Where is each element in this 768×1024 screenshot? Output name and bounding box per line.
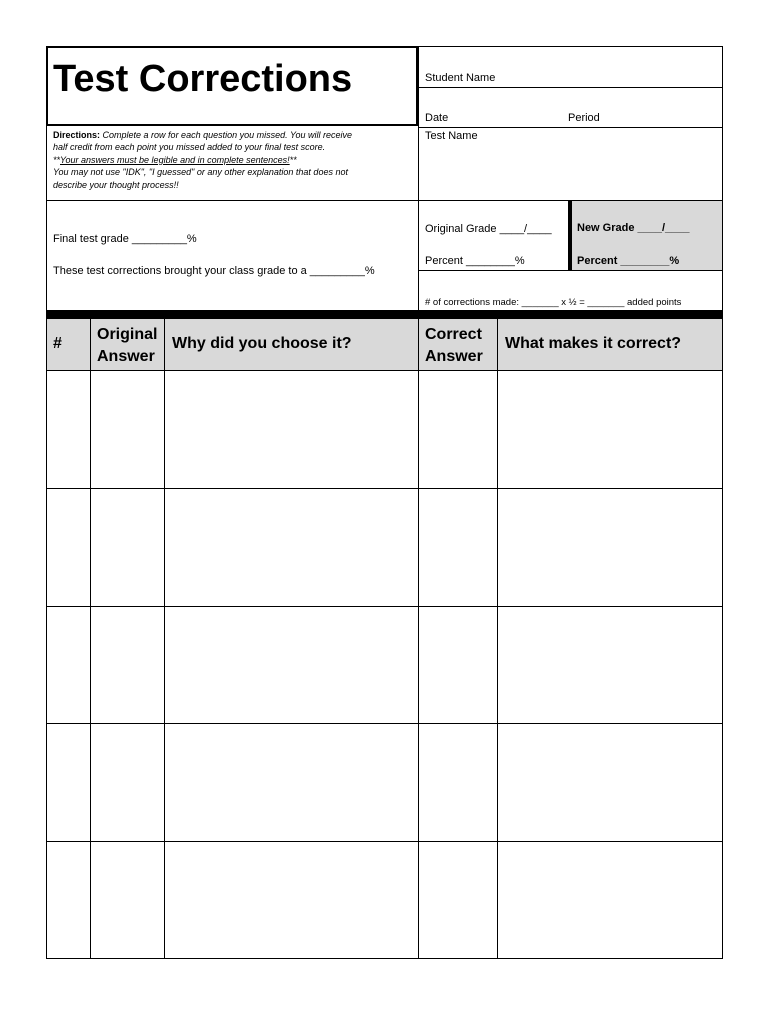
header-correct-line2: Answer [425,348,483,365]
cell-num[interactable] [47,489,90,605]
cell-what[interactable] [498,607,722,723]
cell-original-answer[interactable] [91,724,164,840]
directions-label: Directions: [53,130,101,140]
student-name-underline [418,87,723,88]
new-percent: Percent ________% [577,255,680,267]
directions-line3-prefix: ** [53,154,61,165]
directions-line3: Your answers must be legible and in complete sentences! [60,154,290,165]
cell-original-answer[interactable] [91,489,164,605]
cell-what[interactable] [498,724,722,840]
directions-line5: describe your thought process!! [53,179,179,190]
cell-correct-answer[interactable] [419,372,497,488]
cell-original-answer[interactable] [91,842,164,958]
directions-line2: half credit from each point you missed added to your final test score. [53,142,326,153]
header-original-line2: Answer [97,348,155,365]
new-grade: New Grade ____/____ [577,222,690,234]
page-title: Test Corrections [53,58,353,100]
directions [53,129,415,191]
cell-what[interactable] [498,489,722,605]
cell-num[interactable] [47,842,90,958]
outer-border-right [722,46,723,959]
cell-what[interactable] [498,842,722,958]
header-bottom-line [46,370,723,371]
thick-separator [46,310,723,319]
header-why: Why did you choose it? [172,335,352,352]
header-original-answer [97,324,157,368]
cell-num[interactable] [47,607,90,723]
class-grade: These test corrections brought your class grade to a _________% [53,265,375,277]
header-original-line1: Original [97,326,158,343]
cell-what[interactable] [498,372,722,488]
original-grade: Original Grade ____/____ [425,223,552,235]
new-grade-box-border [568,201,572,270]
directions-line1: Complete a row for each question you missed. You will receive [102,130,352,140]
cell-why[interactable] [165,724,418,840]
corrections-made: # of corrections made: _______ x ½ = _______ added points [425,297,682,308]
outer-border-bottom [46,958,723,959]
cell-why[interactable] [165,372,418,488]
student-name-label: Student Name [425,72,496,84]
date-label: Date [425,112,449,124]
directions-line3-suffix: ** [289,154,297,165]
cell-original-answer[interactable] [91,372,164,488]
header-correct-line1: Correct [425,326,482,343]
cell-original-answer[interactable] [91,607,164,723]
cell-num[interactable] [47,724,90,840]
final-test-grade: Final test grade _________% [53,233,197,245]
cell-why[interactable] [165,489,418,605]
header-num: # [53,335,62,352]
test-name-label: Test Name [425,130,478,142]
date-underline [418,127,723,128]
header-correct-answer [425,324,483,368]
directions-line4: You may not use "IDK", "I guessed" or any other explanation that does not [53,167,348,178]
cell-correct-answer[interactable] [419,842,497,958]
grades-bottom-line [418,270,723,271]
cell-why[interactable] [165,607,418,723]
cell-correct-answer[interactable] [419,724,497,840]
cell-num[interactable] [47,372,90,488]
period-label: Period [568,112,600,124]
original-percent: Percent ________% [425,255,525,267]
header-what: What makes it correct? [505,335,682,352]
cell-correct-answer[interactable] [419,489,497,605]
cell-why[interactable] [165,842,418,958]
cell-correct-answer[interactable] [419,607,497,723]
